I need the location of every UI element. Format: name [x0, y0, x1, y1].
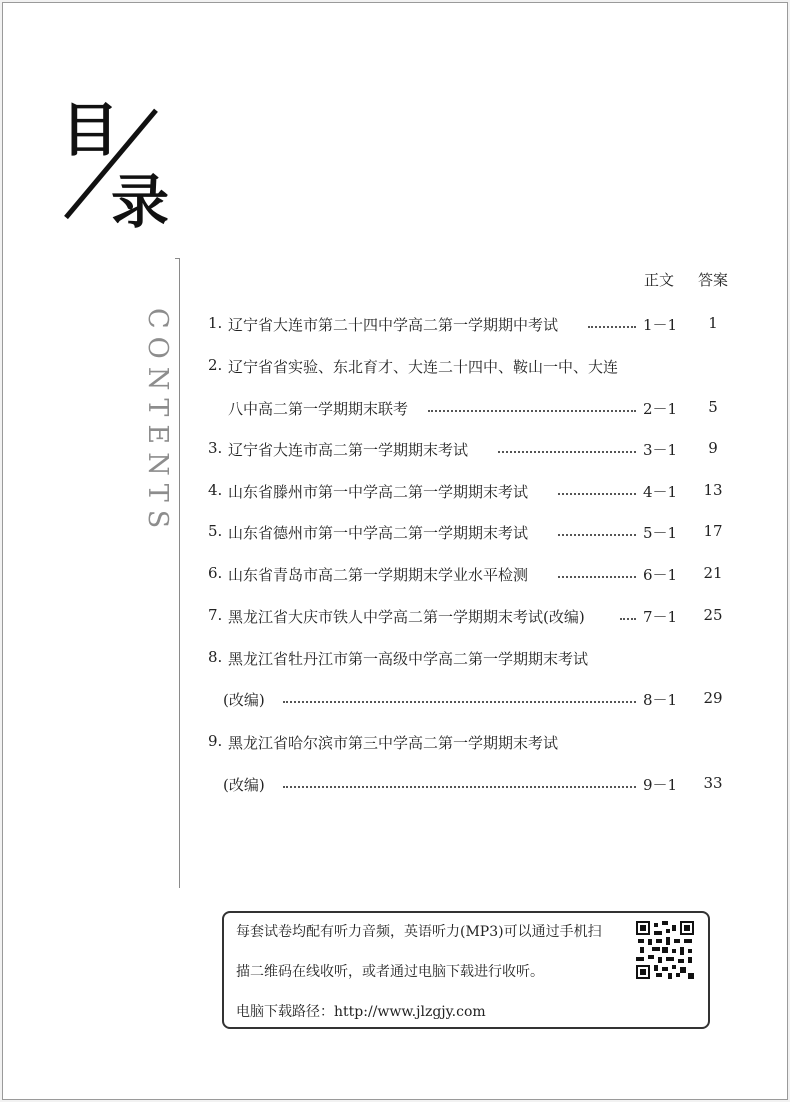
toc-page: 4－1: [643, 483, 678, 501]
toc-page: 7－1: [643, 608, 678, 626]
toc-page: 6－1: [643, 566, 678, 584]
toc-number: 5.: [208, 522, 223, 540]
toc-answer-page: 13: [703, 481, 723, 499]
toc-answer-page: 5: [708, 398, 718, 416]
toc-number: 2.: [208, 356, 223, 374]
contents-word: CONTENTS: [142, 308, 173, 537]
toc-title-line1: 黑龙江省哈尔滨市第三中学高二第一学期期末考试: [228, 734, 559, 752]
toc-row-1[interactable]: [3, 314, 787, 338]
toc-number: 9.: [208, 732, 223, 750]
toc-row-7[interactable]: [3, 606, 787, 630]
toc-row-3[interactable]: [3, 439, 787, 463]
toc-row-4[interactable]: [3, 481, 787, 505]
toc-number: 6.: [208, 564, 223, 582]
toc-answer-page: 29: [703, 689, 723, 707]
toc-answer-page: 25: [703, 606, 723, 624]
note-line-3[interactable]: 电脑下载路径：http://www.jlzgjy.com: [236, 1004, 486, 1020]
toc-answer-page: 1: [708, 314, 718, 332]
toc-answer-page: 9: [708, 439, 718, 457]
toc-answer-page: 21: [703, 564, 723, 582]
toc-row-2-line1[interactable]: [3, 356, 787, 380]
column-header-main: 正文: [644, 271, 675, 289]
toc-row-6[interactable]: [3, 564, 787, 588]
toc-title-line1: 辽宁省省实验、东北育才、大连二十四中、鞍山一中、大连: [228, 358, 619, 376]
leader-dots: [558, 522, 636, 536]
toc-number: 1.: [208, 314, 223, 332]
toc-page: 1－1: [643, 316, 678, 334]
toc-page: 3－1: [643, 441, 678, 459]
leader-dots: [283, 774, 636, 788]
vertical-rule-tick: [175, 258, 180, 259]
leader-dots: [498, 439, 636, 453]
toc-row-2[interactable]: [3, 398, 787, 422]
toc-title: (改编): [223, 691, 265, 709]
toc-title: (改编): [223, 776, 265, 794]
toc-title: 山东省青岛市高二第一学期期末学业水平检测: [228, 566, 529, 584]
note-line-1: 每套试卷均配有听力音频，英语听力(MP3)可以通过手机扫: [236, 924, 602, 940]
toc-title-line1: 黑龙江省牡丹江市第一高级中学高二第一学期期末考试: [228, 650, 589, 668]
toc-page: 5－1: [643, 524, 678, 542]
toc-page: 9－1: [643, 776, 678, 794]
toc-page: 2－1: [643, 400, 678, 418]
toc-row-8-line1[interactable]: [3, 648, 787, 672]
toc-number: 8.: [208, 648, 223, 666]
toc-row-5[interactable]: [3, 522, 787, 546]
leader-dots: [283, 689, 636, 703]
title-char-1: 目: [61, 96, 120, 164]
toc-title: 山东省德州市第一中学高二第一学期期末考试: [228, 524, 529, 542]
leader-dots: [558, 564, 636, 578]
leader-dots: [558, 481, 636, 495]
title-char-2: 录: [111, 168, 170, 236]
toc-title: 山东省滕州市第一中学高二第一学期期末考试: [228, 483, 529, 501]
toc-page: 8－1: [643, 691, 678, 709]
column-header-answer: 答案: [698, 271, 729, 289]
note-line-2: 描二维码在线收听，或者通过电脑下载进行收听。: [236, 964, 544, 980]
leader-dots: [588, 314, 636, 328]
leader-dots: [620, 606, 636, 620]
page: [2, 2, 788, 1100]
leader-dots: [428, 398, 636, 412]
toc-row-9[interactable]: [3, 774, 787, 798]
toc-number: 7.: [208, 606, 223, 624]
audio-note-box: [222, 911, 710, 1029]
toc-row-9-line1[interactable]: [3, 732, 787, 756]
toc-answer-page: 17: [703, 522, 723, 540]
toc-answer-page: 33: [703, 774, 723, 792]
toc-title: 八中高二第一学期期末联考: [228, 400, 409, 418]
toc-number: 3.: [208, 439, 223, 457]
toc-number: 4.: [208, 481, 223, 499]
toc-title: 辽宁省大连市第二十四中学高二第一学期期中考试: [228, 316, 559, 334]
toc-title: 辽宁省大连市高二第一学期期末考试: [228, 441, 469, 459]
qr-code-icon[interactable]: [636, 921, 694, 979]
toc-title: 黑龙江省大庆市铁人中学高二第一学期期末考试(改编): [228, 608, 585, 626]
toc-row-8[interactable]: [3, 689, 787, 713]
